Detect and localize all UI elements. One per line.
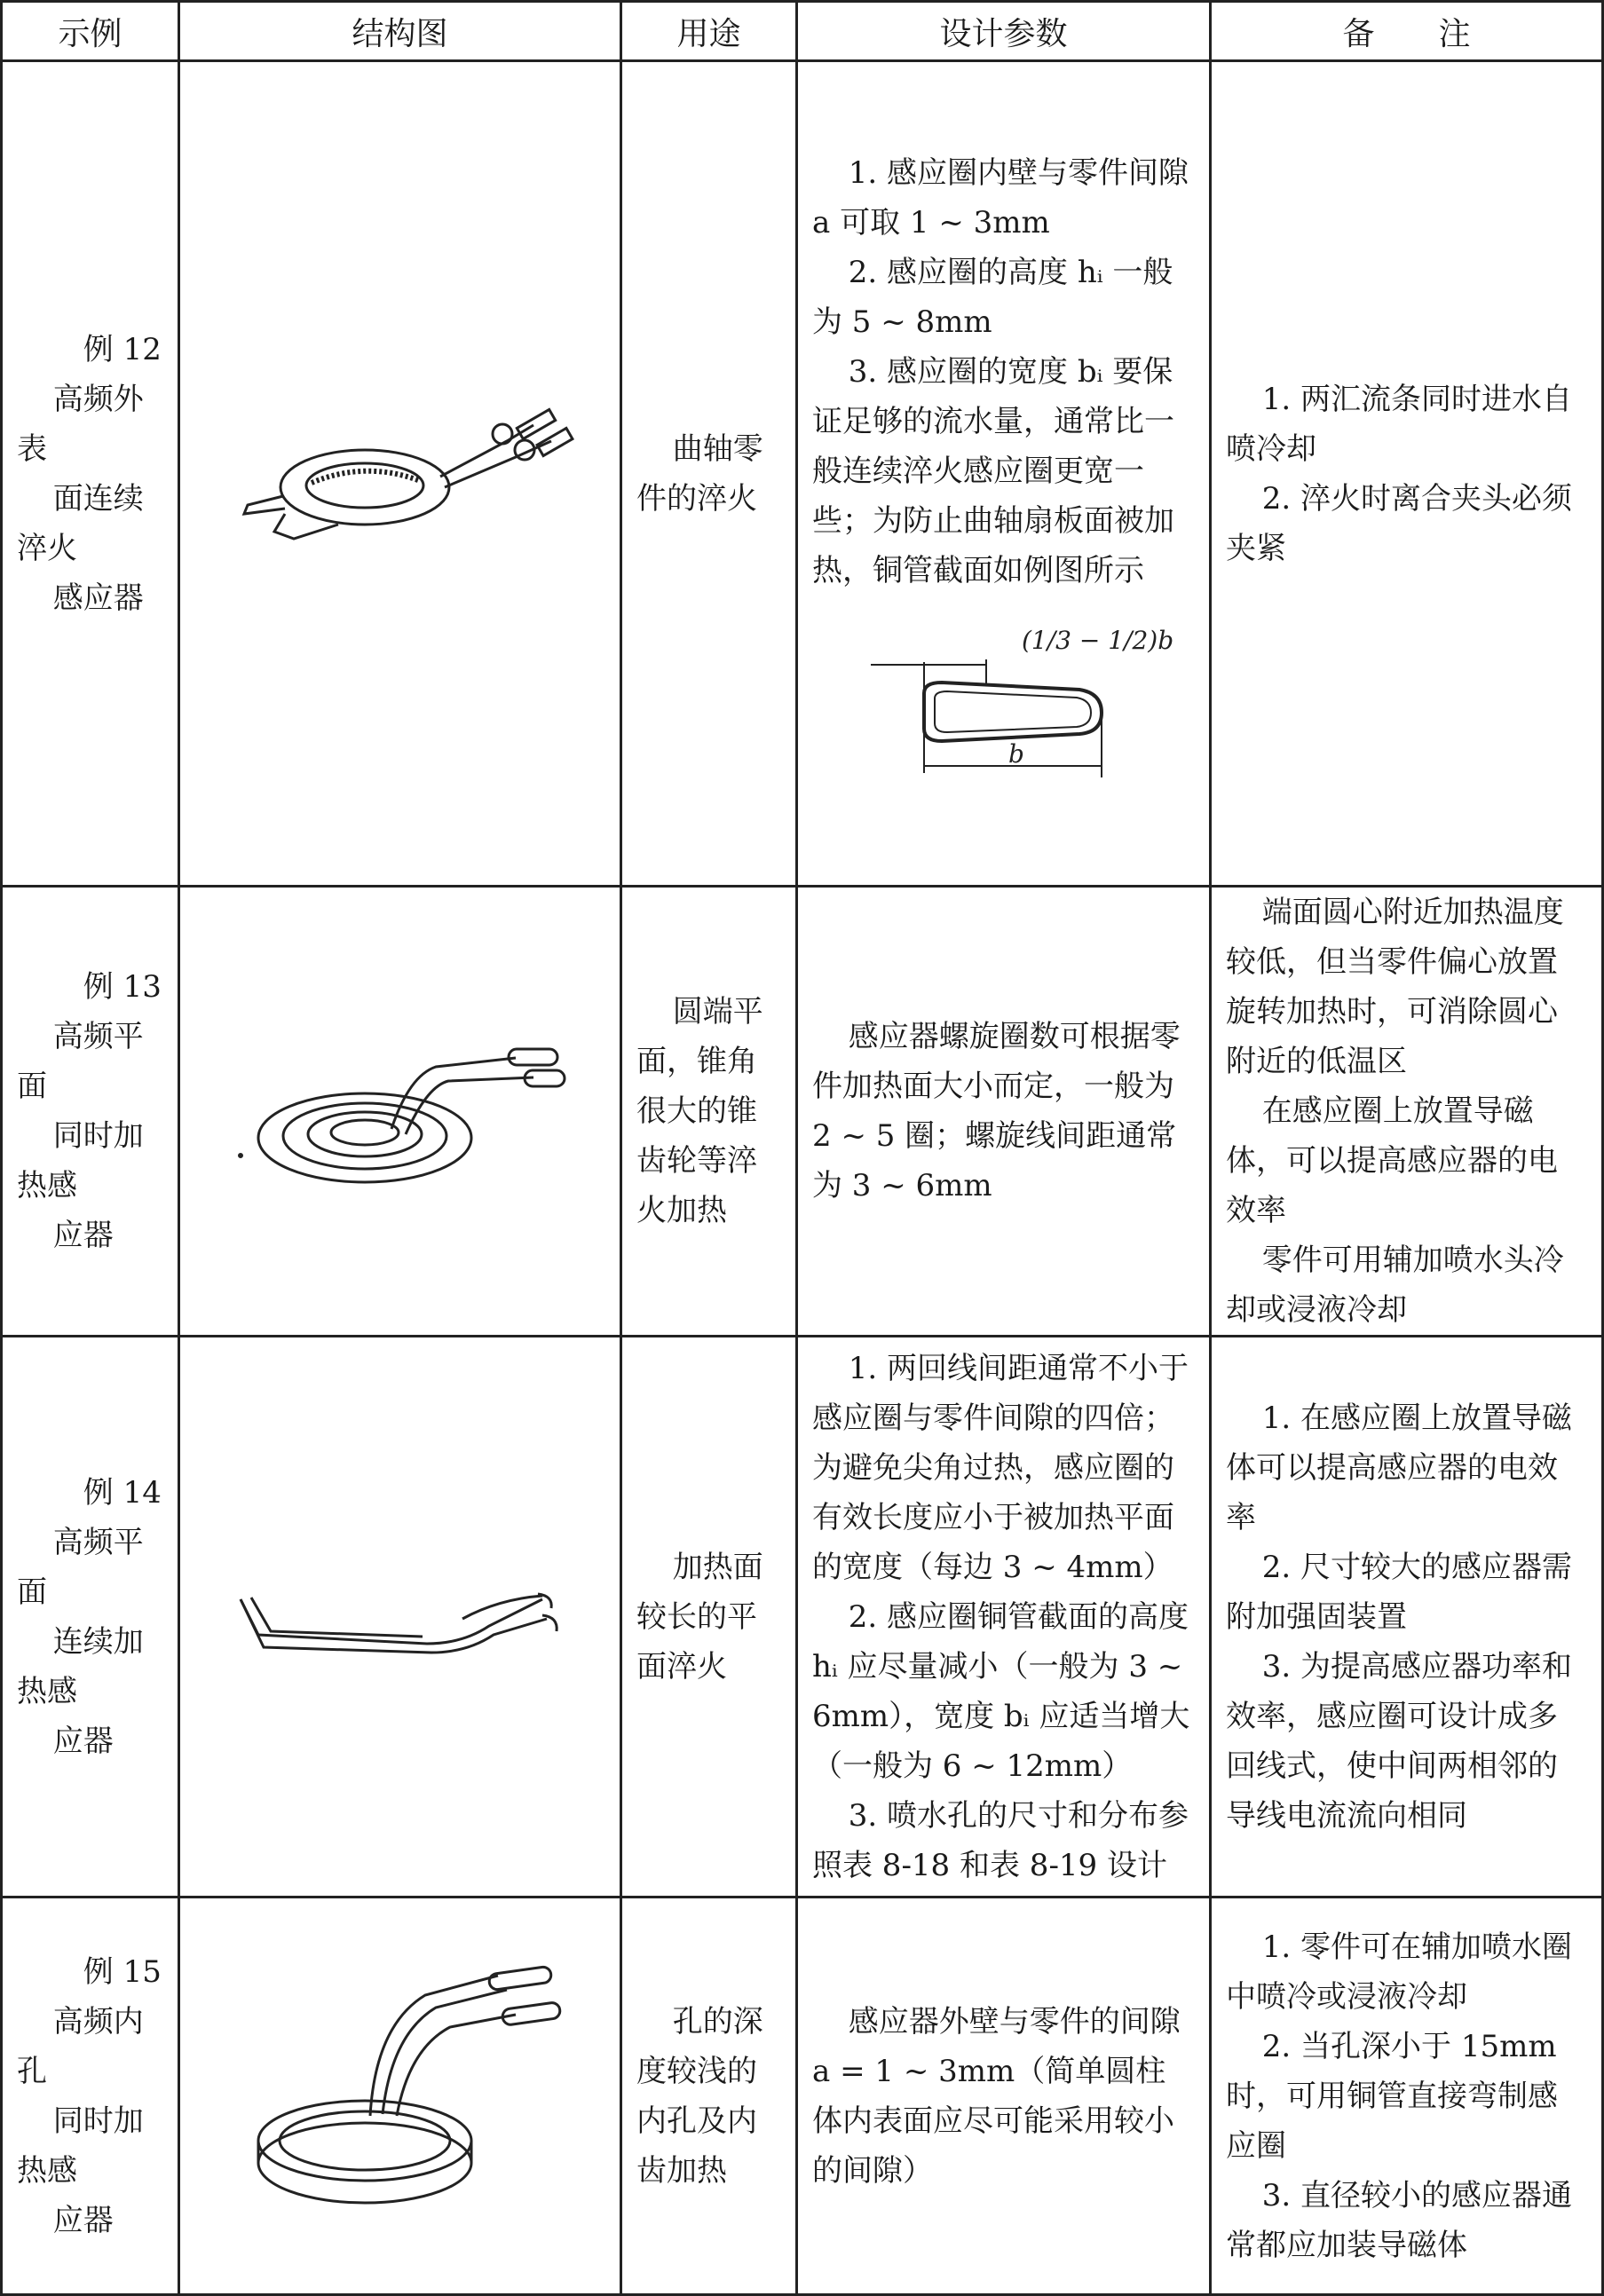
section-top-label: (1/3 − 1/2)b bbox=[1021, 625, 1173, 655]
params-cell bbox=[797, 1337, 1211, 1898]
params-cell bbox=[797, 61, 1211, 887]
note-item: 3. 为提高感应器功率和效率，感应圈可设计成多回线式，使中间两相邻的导线电流流向相同 bbox=[1226, 1648, 1573, 1834]
section-bottom-label: b bbox=[1007, 738, 1024, 769]
note-item: 端面圆心附近加热温度较低，但当零件偏心放置旋转加热时，可消除圆心附近的低温区 bbox=[1226, 895, 1564, 1079]
usage-text: 孔的深度较浅的内孔及内齿加热 bbox=[636, 2003, 763, 2189]
header-usage: 用途 bbox=[621, 2, 797, 61]
inner-bore-ring-coil-drawing bbox=[232, 1963, 569, 2229]
notes-cell bbox=[1211, 1898, 1603, 2295]
example-name-line: 面连续淬火 bbox=[17, 480, 144, 566]
note-item: 1. 在感应圈上放置导磁体可以提高感应器的电效率 bbox=[1226, 1400, 1573, 1535]
note-item: 2. 尺寸较大的感应器需附加强固装置 bbox=[1226, 1549, 1573, 1635]
header-row bbox=[2, 2, 1603, 61]
usage-text: 圆端平面，锥角很大的锥齿轮等淬火加热 bbox=[636, 994, 763, 1228]
usage-text: 加热面较长的平面淬火 bbox=[636, 1549, 763, 1685]
flat-hairpin-coil-drawing bbox=[232, 1564, 569, 1670]
example-cell bbox=[2, 887, 179, 1337]
tube-cross-section-figure bbox=[871, 613, 1173, 800]
note-item: 3. 直径较小的感应器通常都应加装导磁体 bbox=[1226, 2177, 1573, 2263]
example-name-line: 应器 bbox=[52, 1218, 114, 1253]
example-number: 例 12 bbox=[83, 331, 162, 367]
example-name-line: 应器 bbox=[52, 2202, 114, 2238]
usage-text: 曲轴零件的淬火 bbox=[636, 430, 763, 517]
param-item: 2. 感应圈的高度 hᵢ 一般为 5 ~ 8mm bbox=[812, 254, 1173, 340]
param-item: 1. 感应圈内壁与零件间隙 a 可取 1 ~ 3mm bbox=[812, 154, 1189, 241]
note-item: 1. 零件可在辅加喷水圈中喷冷或浸液冷却 bbox=[1226, 1929, 1573, 2015]
header-notes: 备 注 bbox=[1211, 2, 1603, 61]
note-item: 1. 两汇流条同时进水自喷冷却 bbox=[1226, 381, 1573, 467]
note-item: 2. 淬火时离合夹头必须夹紧 bbox=[1226, 480, 1573, 566]
notes-cell bbox=[1211, 61, 1603, 887]
params-cell bbox=[797, 887, 1211, 1337]
usage-cell bbox=[621, 1337, 797, 1898]
example-name-line: 高频平面 bbox=[17, 1524, 144, 1610]
example-cell bbox=[2, 1898, 179, 2295]
usage-cell bbox=[621, 1898, 797, 2295]
example-name-line: 高频平面 bbox=[17, 1019, 144, 1104]
usage-cell bbox=[621, 887, 797, 1337]
table-row bbox=[2, 61, 1603, 887]
usage-cell bbox=[621, 61, 797, 887]
notes-cell bbox=[1211, 887, 1603, 1337]
param-item: 感应器螺旋圈数可根据零件加热面大小而定，一般为 2 ~ 5 圈；螺旋线间距通常为 3 ~ 6mm bbox=[812, 1019, 1181, 1203]
spiral-flat-coil-drawing bbox=[232, 1022, 569, 1200]
example-name-line: 同时加热感 bbox=[17, 1118, 144, 1203]
table-row bbox=[2, 1898, 1603, 2295]
example-name-line: 感应器 bbox=[52, 580, 144, 616]
example-number: 例 15 bbox=[83, 1953, 162, 1990]
note-item: 2. 当孔深小于 15mm 时，可用铜管直接弯制感应圈 bbox=[1226, 2028, 1558, 2164]
example-name-line: 高频内孔 bbox=[17, 2003, 144, 2089]
header-params: 设计参数 bbox=[797, 2, 1211, 61]
example-number: 例 13 bbox=[83, 969, 162, 1005]
param-item: 1. 两回线间距通常不小于感应圈与零件间隙的四倍；为避免尖角过热，感应圈的有效长度应小于被加热平面的宽度（每边 3 ~ 4mm） bbox=[812, 1350, 1189, 1585]
structure-figure-cell bbox=[179, 1898, 621, 2295]
param-item: 2. 感应圈铜管截面的高度 hᵢ 应尽量减小（一般为 3 ~ 6mm），宽度 bᵢ 应适当增大（一般为 6 ~ 12mm） bbox=[812, 1598, 1190, 1784]
param-item: 3. 喷水孔的尺寸和分布参照表 8-18 和表 8-19 设计 bbox=[812, 1797, 1189, 1883]
structure-figure-cell bbox=[179, 887, 621, 1337]
example-name-line: 应器 bbox=[52, 1723, 114, 1759]
structure-figure-cell bbox=[179, 61, 621, 887]
param-item: 感应器外壁与零件的间隙 a = 1 ~ 3mm（简单圆柱体内表面应尽可能采用较小的间隙） bbox=[812, 2003, 1181, 2189]
example-name-line: 同时加热感 bbox=[17, 2103, 144, 2189]
header-example: 示例 bbox=[2, 2, 179, 61]
note-item: 在感应圈上放置导磁体，可以提高感应器的电效率 bbox=[1226, 1093, 1558, 1228]
crankshaft-continuous-inductor-drawing bbox=[232, 398, 569, 549]
param-item: 3. 感应圈的宽度 bᵢ 要保证足够的流水量，通常比一般连续淬火感应圈更宽一些；为防止曲轴扇板面被加热，铜管截面如例图所示 bbox=[812, 353, 1174, 588]
structure-figure-cell bbox=[179, 1337, 621, 1898]
header-structure: 结构图 bbox=[179, 2, 621, 61]
table-row bbox=[2, 887, 1603, 1337]
table-row bbox=[2, 1337, 1603, 1898]
example-name-line: 连续加热感 bbox=[17, 1623, 144, 1709]
example-cell bbox=[2, 1337, 179, 1898]
params-cell bbox=[797, 1898, 1211, 2295]
note-item: 零件可用辅加喷水头冷却或浸液冷却 bbox=[1226, 1243, 1564, 1328]
example-number: 例 14 bbox=[83, 1474, 162, 1511]
example-name-line: 高频外表 bbox=[17, 381, 144, 467]
notes-cell bbox=[1211, 1337, 1603, 1898]
example-cell bbox=[2, 61, 179, 887]
